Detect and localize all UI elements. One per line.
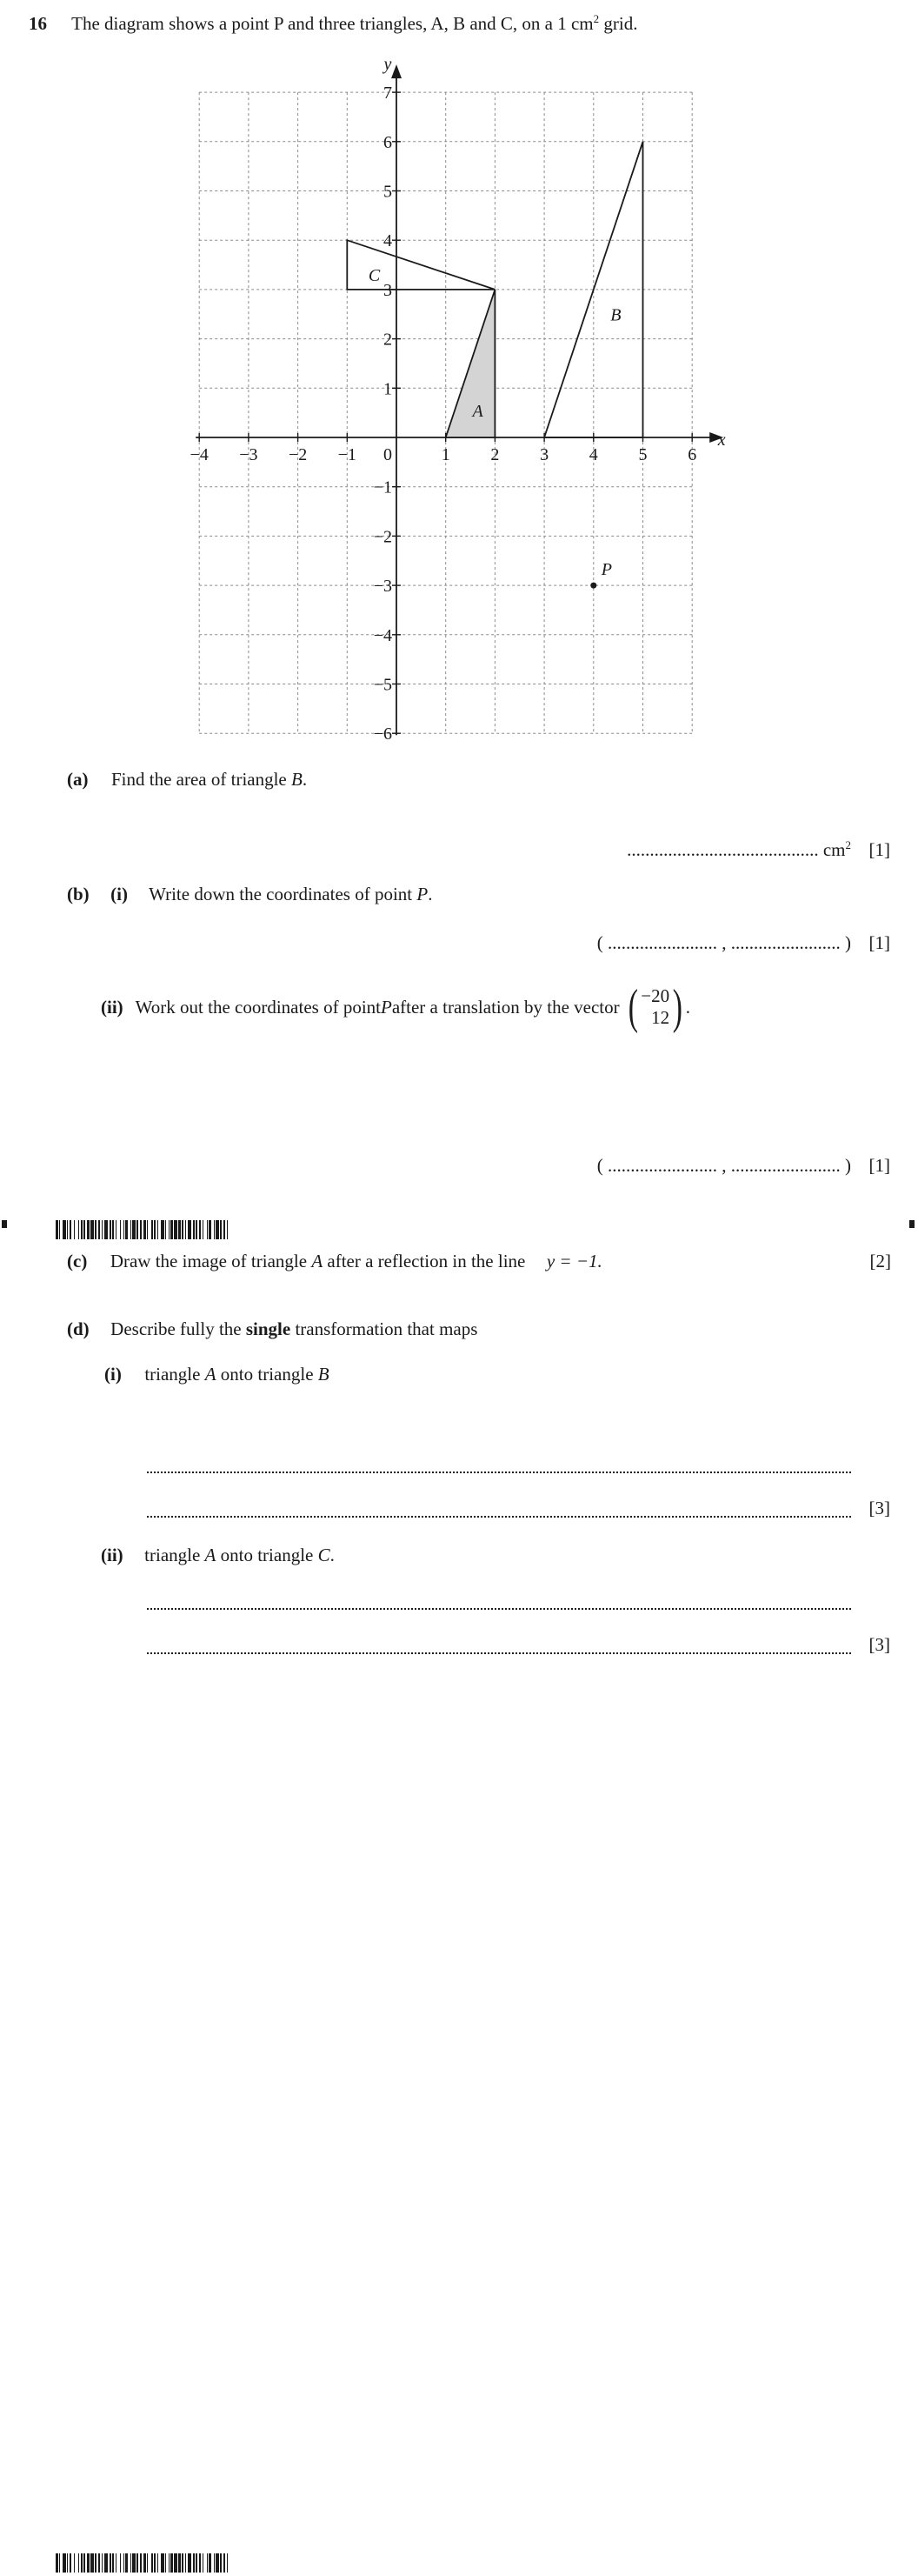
part-b-ii-question: (ii) Work out the coordinates of point P after a translation by the vector ( −20 12 ) . bbox=[101, 980, 691, 1034]
y-tick-label: 4 bbox=[383, 231, 392, 251]
footer-barcode bbox=[56, 2553, 230, 2573]
barcode-bar bbox=[228, 2553, 229, 2573]
part-b-i-mark: [1] bbox=[868, 932, 890, 953]
part-d-i-question: (i) triangle A onto triangle B bbox=[104, 1364, 329, 1385]
x-tick-label: 6 bbox=[688, 445, 697, 464]
y-tick-label: −3 bbox=[373, 577, 392, 597]
y-axis-arrow bbox=[391, 64, 402, 78]
grid-lines bbox=[199, 92, 692, 733]
y-tick-label: −5 bbox=[373, 675, 392, 695]
part-b-i-answer-line[interactable]: ( ........................ , ........................ ) [1] bbox=[596, 932, 890, 953]
page-corner-mark-right bbox=[909, 1220, 915, 1228]
translation-vector: −20 12 bbox=[641, 985, 670, 1028]
x-axis-label: x bbox=[717, 430, 726, 450]
part-b-ii-mark: [1] bbox=[868, 1155, 890, 1176]
y-tick-label: −2 bbox=[373, 527, 392, 547]
y-tick-label: 1 bbox=[383, 379, 392, 399]
y-tick-label: 7 bbox=[383, 83, 392, 103]
x-tick-label: −4 bbox=[190, 445, 209, 464]
page-corner-mark-left bbox=[2, 1220, 7, 1228]
y-tick-label: −6 bbox=[373, 724, 392, 744]
x-tick-label: −1 bbox=[337, 445, 356, 464]
part-d-ii-question: (ii) triangle A onto triangle C. bbox=[101, 1545, 335, 1565]
y-tick-label: 6 bbox=[383, 132, 392, 152]
question-intro: The diagram shows a point P and three triangles, A, B and C, on a 1 $cm^2$ grid. bbox=[71, 12, 638, 34]
point-p-label: P bbox=[601, 560, 612, 580]
x-tick-label: 5 bbox=[638, 445, 648, 464]
point-p bbox=[590, 583, 596, 589]
triangle-a bbox=[446, 290, 496, 437]
triangle-label-a: A bbox=[472, 401, 483, 421]
x-tick-label: 2 bbox=[490, 445, 500, 464]
triangle-label-c: C bbox=[368, 265, 381, 285]
x-tick-label: 1 bbox=[441, 445, 450, 464]
reflection-line-equation: y = −1. bbox=[546, 1251, 602, 1271]
question-number: 16 bbox=[29, 13, 47, 34]
part-c-question: (c) Draw the image of triangle A after a reflection in the line y = −1. [2] bbox=[67, 1251, 891, 1271]
part-d-i-mark: [3] bbox=[868, 1498, 890, 1518]
y-tick-label: 3 bbox=[383, 280, 392, 300]
x-tick-label: 0 bbox=[383, 445, 392, 464]
y-tick-label: 5 bbox=[383, 182, 392, 202]
y-tick-label: −4 bbox=[373, 625, 392, 645]
part-a-answer-line[interactable]: .......................................... $cm^2$ [1] bbox=[627, 838, 890, 860]
part-a-question: (a) Find the area of triangle B. bbox=[67, 769, 308, 790]
part-d-question: (d) Describe fully the single transformation that maps bbox=[67, 1318, 478, 1339]
part-a-mark: [1] bbox=[868, 839, 890, 860]
y-tick-label: −1 bbox=[373, 477, 392, 497]
part-d-i-answer-line-2[interactable] bbox=[147, 1516, 851, 1518]
x-tick-label: 3 bbox=[540, 445, 549, 464]
barcode-bar bbox=[228, 1220, 229, 1239]
x-tick-label: −3 bbox=[239, 445, 258, 464]
y-axis-label: y bbox=[383, 55, 392, 75]
part-d-ii-answer-line-2[interactable] bbox=[147, 1652, 851, 1654]
part-c-mark: [2] bbox=[869, 1251, 891, 1271]
triangle-label-b: B bbox=[610, 305, 622, 325]
x-tick-label: 4 bbox=[589, 445, 598, 464]
part-d-i-answer-line-1[interactable] bbox=[147, 1472, 851, 1473]
part-d-ii-mark: [3] bbox=[868, 1634, 890, 1655]
part-b-i-question: (b) (i) Write down the coordinates of point P. bbox=[67, 884, 433, 904]
part-b-ii-answer-line[interactable]: ( ........................ , ........................ ) [1] bbox=[596, 1155, 890, 1176]
y-tick-label: 2 bbox=[383, 330, 392, 350]
x-tick-label: −2 bbox=[288, 445, 308, 464]
page-barcode bbox=[56, 1220, 230, 1239]
part-d-ii-answer-line-1[interactable] bbox=[147, 1608, 851, 1610]
coordinate-grid-diagram bbox=[0, 0, 918, 757]
